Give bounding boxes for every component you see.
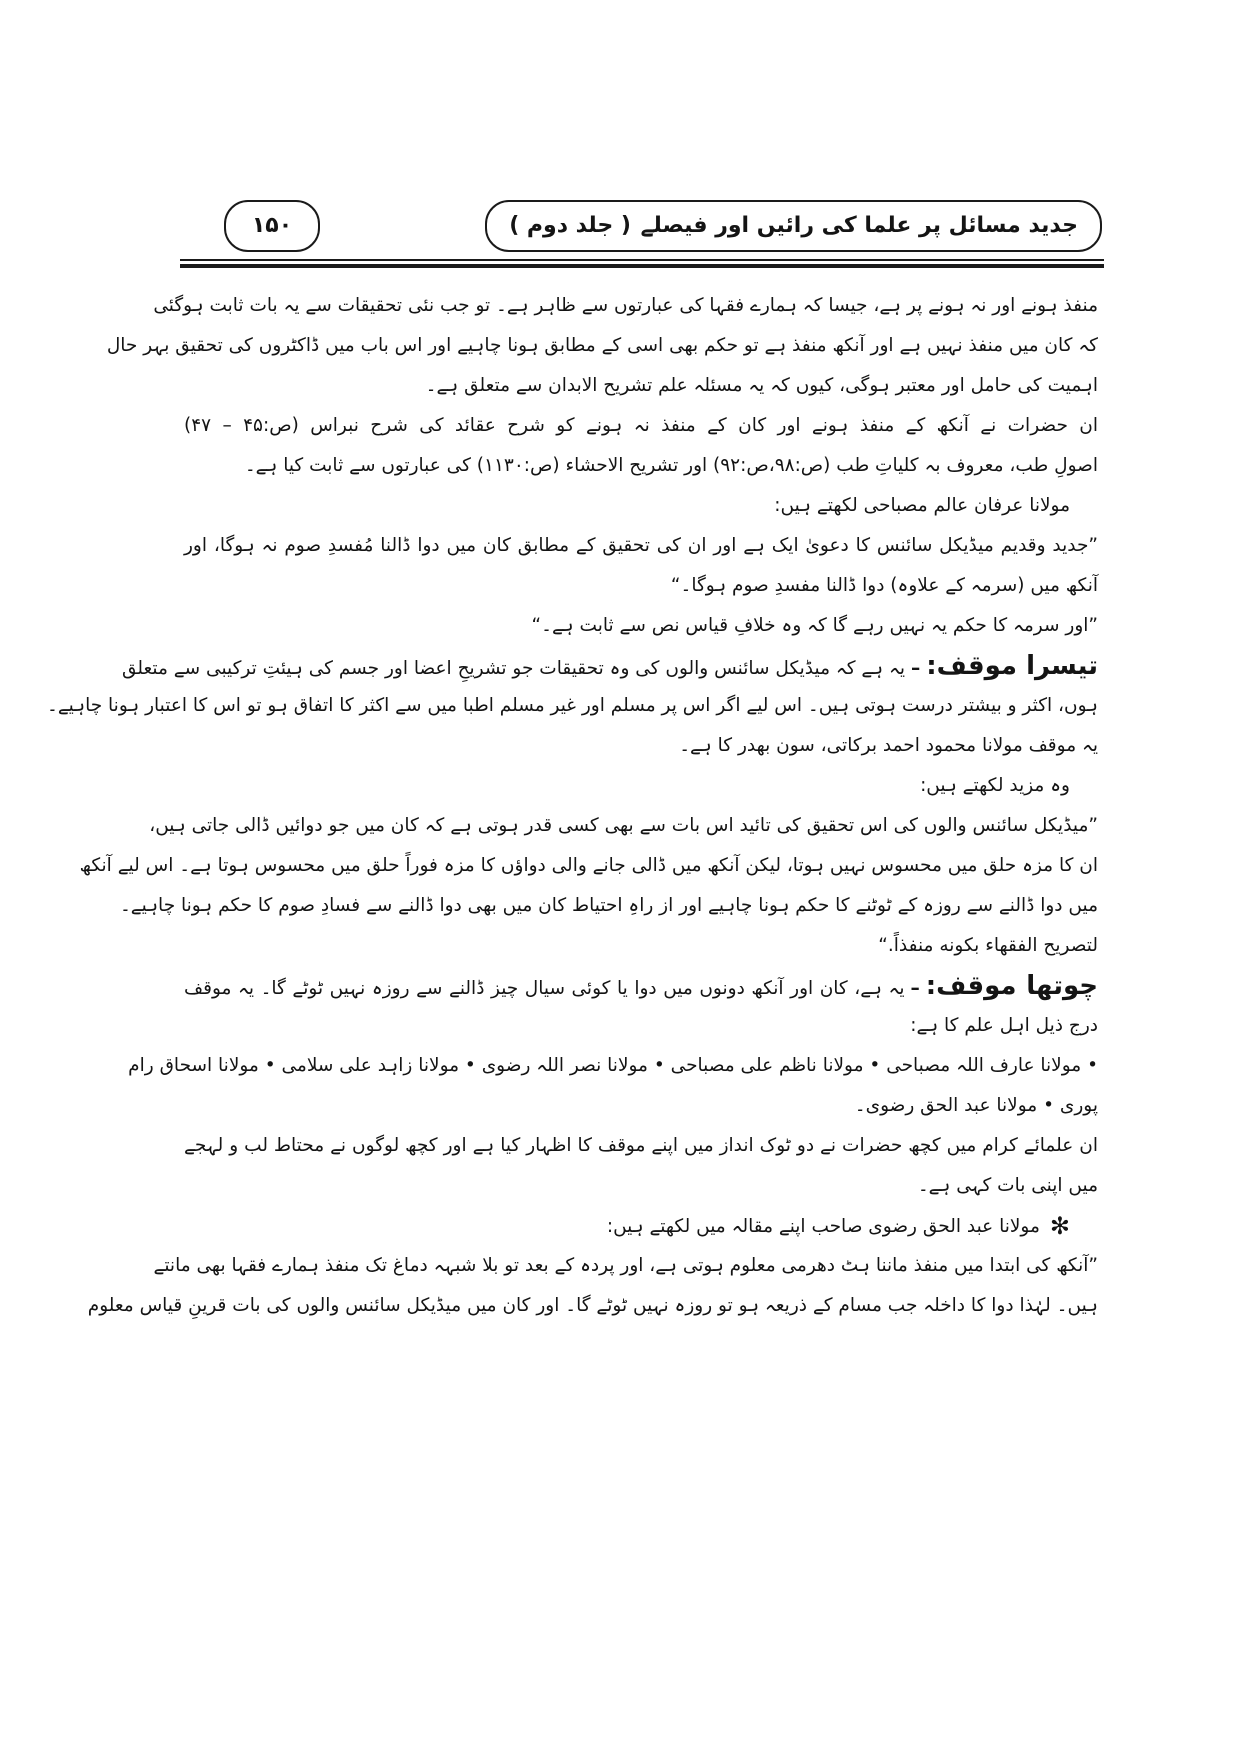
text-line: یہ موقف مولانا محمود احمد برکاتی، سون بھدر کا ہے۔ — [679, 735, 1098, 756]
page-number: ۱۵۰ — [224, 200, 320, 252]
quote-line: ”اور سرمہ کا حکم یہ نہیں رہے گا کہ وہ خلافِ قیاس نص سے ثابت ہے۔“ — [531, 615, 1098, 636]
text-line — [184, 1206, 1098, 1246]
text-line: منفذ ہونے اور نہ ہونے پر ہے، جیسا کہ ہمارے فقہا کی عبارتوں سے ظاہر ہے۔ تو جب نئی تحقیقات سے یہ بات ثابت ہوگئی — [153, 295, 1098, 316]
fourth-position-heading: چوتھا موقف: — [925, 971, 1098, 1001]
section-star-icon: ✻ — [1049, 1212, 1070, 1240]
text-line: درج ذیل اہل علم کا ہے: — [910, 1015, 1098, 1036]
quote-line: آنکھ میں (سرمہ کے علاوہ) دوا ڈالنا مفسدِ صوم ہوگا۔“ — [670, 575, 1098, 596]
third-position-paragraph — [121, 646, 1098, 686]
text-line: ان حضرات نے آنکھ کے منفذ ہونے اور کان کے منفذ نہ ہونے کو شرح عقائد کی شرح نبراس (ص:۴۵ – ۴۷) — [184, 415, 1098, 436]
quote-line: ہیں۔ لہٰذا دوا کا داخلہ جب مسام کے ذریعہ ہو تو روزہ نہیں ٹوٹے گا۔ اور کان میں میڈیکل سائنس والوں کی بات قرینِ قیاس معلوم — [87, 1295, 1098, 1316]
quote-line: میں دوا ڈالنے سے روزہ کے ٹوٹنے کا حکم ہونا چاہیے اور از راہِ احتیاط کان میں بھی دوا ڈالنے سے فسادِ صوم کا حکم ہونا چاہیے۔ — [119, 895, 1098, 916]
volume-label: ( جلد دوم ) — [509, 213, 631, 238]
scholar-list-line: • مولانا عارف اللہ مصباحی • مولانا ناظم علی مصباحی • مولانا نصر اللہ رضوی • مولانا زاہد علی سلامی • مولانا اسحاق رام — [128, 1055, 1098, 1076]
heading-dash: – — [910, 978, 920, 999]
quote-line: ان کا مزہ حلق میں محسوس نہیں ہوتا، لیکن آنکھ میں ڈالی جانے والی دواؤں کا مزہ فوراً حلق میں محسوس ہوتا ہے۔ اس لیے آنکھ — [79, 855, 1098, 876]
quote-line: ”میڈیکل سائنس والوں کی اس تحقیق کی تائید اس بات سے بھی کسی قدر ہوتی ہے کہ کان میں جو دوائیں ڈالی جاتی ہیں، — [149, 815, 1098, 836]
arabic-quote-line: لتصريح الفقهاء بكونه منفذاً.“ — [878, 935, 1098, 956]
text-line: اصولِ طب، معروف بہ کلیاتِ طب (ص:۹۸،ص:۹۲) اور تشریح الاحشاء (ص:۱۱۳۰) کی عبارتوں سے ثابت کیا ہے۔ — [244, 455, 1098, 476]
book-title: جدید مسائل پر علما کی رائیں اور فیصلے — [640, 213, 1078, 238]
heading-dash: – — [910, 658, 921, 679]
header-rule-thick — [180, 264, 1104, 268]
text-line: میں اپنی بات کہی ہے۔ — [917, 1175, 1098, 1196]
text-line-content: مولانا عبد الحق رضوی صاحب اپنے مقالہ میں لکھتے ہیں: — [606, 1216, 1040, 1237]
quote-line: ”جدید وقدیم میڈیکل سائنس کا دعویٰ ایک ہے اور ان کی تحقیق کے مطابق کان میں دوا ڈالنا مُفسدِ صوم نہ ہوگا، اور — [184, 535, 1098, 556]
running-header-title — [485, 200, 1102, 252]
fourth-position-paragraph — [184, 966, 1098, 1006]
text-line: یہ ہے، کان اور آنکھ دونوں میں دوا یا کوئی سیال چیز ڈالنے سے روزہ نہیں ٹوٹے گا۔ یہ موقف — [184, 978, 905, 999]
quote-line: ”آنکھ کی ابتدا میں منفذ ماننا ہٹ دھرمی معلوم ہوتی ہے، اور پردہ کے بعد تو بلا شبہہ دماغ تک منفذ ہمارے فقہا بھی مانتے — [153, 1255, 1098, 1276]
text-line: ان علمائے کرام میں کچھ حضرات نے دو ٹوک انداز میں اپنے موقف کا اظہار کیا ہے اور کچھ لوگوں نے محتاط لب و لہجے — [184, 1135, 1098, 1156]
header-rule-thin — [180, 259, 1104, 261]
text-line: کہ کان میں منفذ نہیں ہے اور آنکھ منفذ ہے تو حکم بھی اسی کے مطابق ہونا چاہیے اور اس باب میں ڈاکٹروں کی تحقیق بہر حال — [106, 335, 1098, 356]
text-line: یہ ہے کہ میڈیکل سائنس والوں کی وہ تحقیقات جو تشریحِ اعضا اور جسم کی ہیئتِ ترکیبی سے متعلق — [121, 658, 905, 679]
text-line: مولانا عرفان عالم مصباحی لکھتے ہیں: — [774, 495, 1070, 516]
text-line: ہوں، اکثر و بیشتر درست ہوتی ہیں۔ اس لیے اگر اس پر مسلم اور غیر مسلم اطبا میں سے اکثر کا اتفاق ہو تو اس کا اعتبار ہونا چاہیے۔ — [46, 695, 1098, 716]
text-line: اہمیت کی حامل اور معتبر ہوگی، کیوں کہ یہ مسئلہ علم تشریح الابدان سے متعلق ہے۔ — [425, 375, 1098, 396]
body-text — [46, 286, 1098, 1326]
text-line: وہ مزید لکھتے ہیں: — [920, 775, 1070, 796]
scholar-list-line: پوری • مولانا عبد الحق رضوی۔ — [854, 1095, 1098, 1116]
third-position-heading: تیسرا موقف: — [926, 651, 1098, 681]
